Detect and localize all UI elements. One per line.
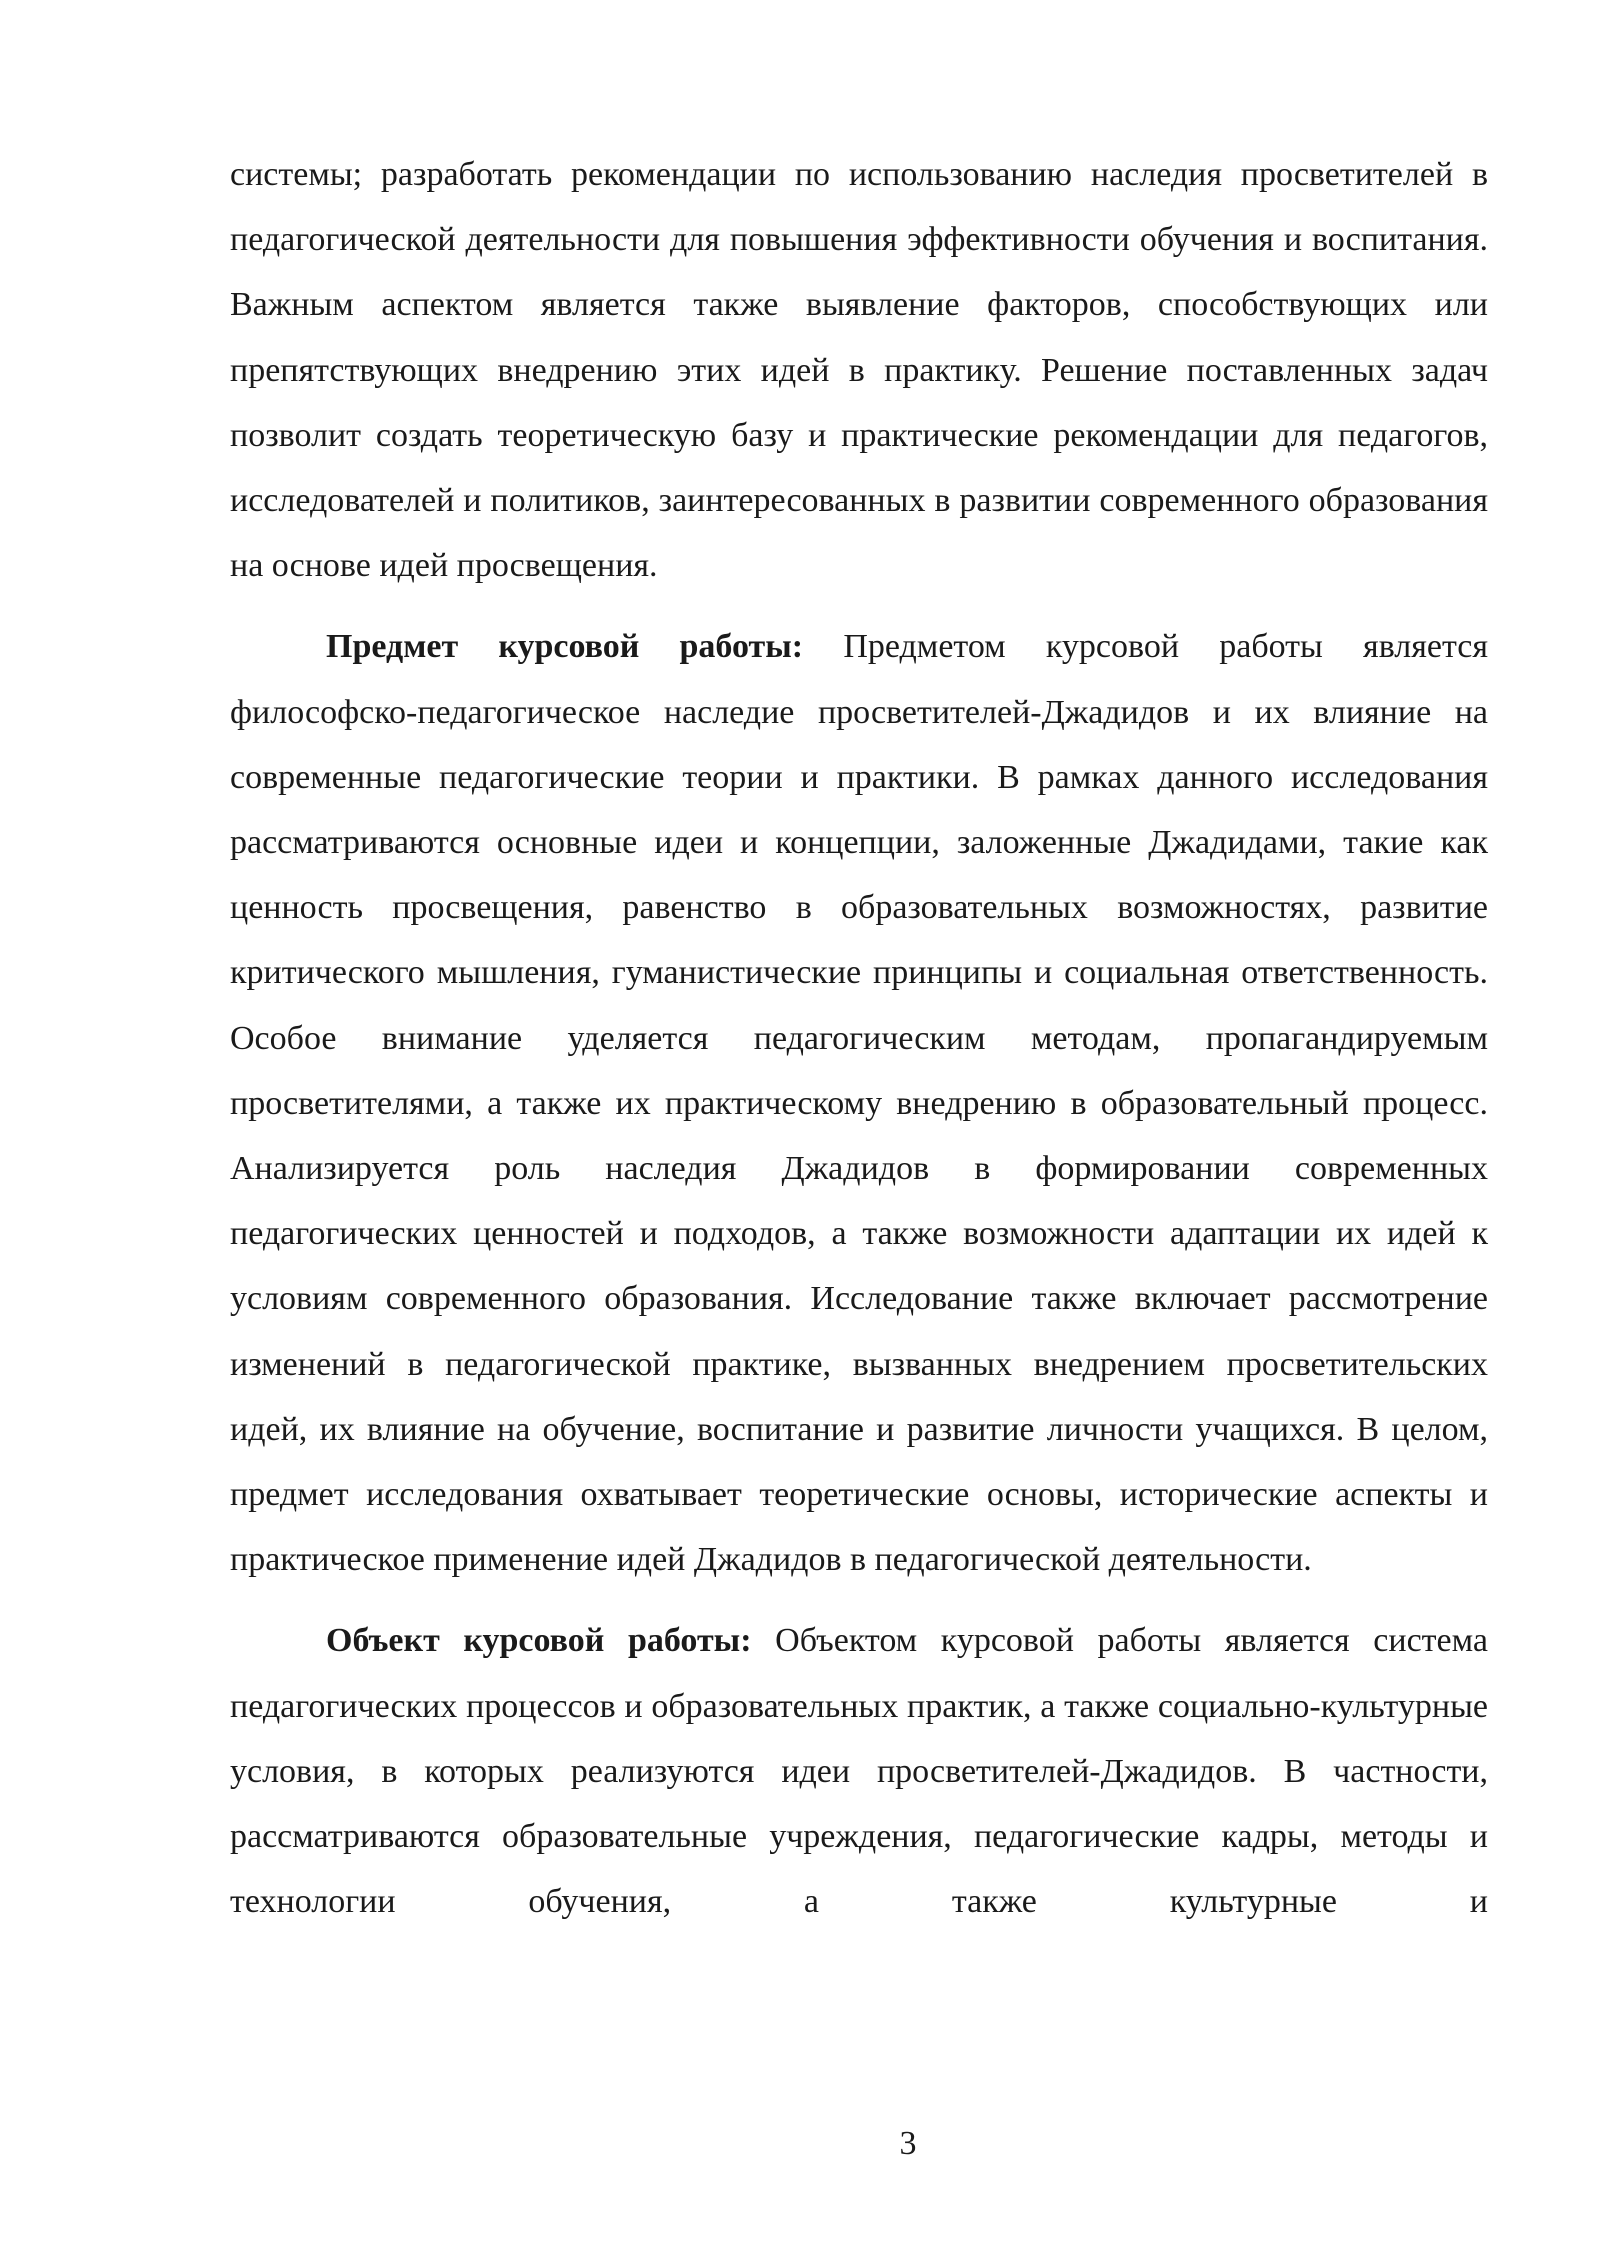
paragraph-subject bbox=[230, 614, 1488, 1592]
page-number: 3 bbox=[899, 2125, 917, 2162]
object-text: Объектом курсовой работы является система педагогических процессов и образовательных практик, а также социально-культурные условия, в которых реализуются идеи просветителей-Джадидов. В частности, рассматриваются образовательные учреждения, педагогические кадры, методы и технологии обучения, а также культурные и bbox=[230, 1622, 1488, 1921]
document-body bbox=[230, 142, 1488, 1934]
subject-text: Предметом курсовой работы является философско-педагогическое наследие просветителей-Джадидов и их влияние на современные педагогические теории и практики. В рамках данного исследования рассматриваются основные идеи и концепции, заложенные Джадидами, такие как ценность просвещения, равенство в образовательных возможностях, развитие критического мышления, гуманистические принципы и социальная ответственность. Особое внимание уделяется педагогическим методам, пропагандируемым просветителями, а также их практическому внедрению в образовательный процесс. Анализируется роль наследия Джадидов в формировании современных педагогических ценностей и подходов, а также возможности адаптации их идей к условиям современного образования. Исследование также включает рассмотрение изменений в педагогической практике, вызванных внедрением просветительских идей, их влияние на обучение, воспитание и развитие личности учащихся. В целом, предмет исследования охватывает теоретические основы, исторические аспекты и практическое применение идей Джадидов в педагогической деятельности. bbox=[230, 628, 1489, 1579]
object-heading: Объект курсовой работы: bbox=[326, 1622, 752, 1660]
paragraph-continued: системы; разработать рекомендации по использованию наследия просветителей в педагогической деятельности для повышения эффективности обучения и воспитания. Важным аспектом является также выявление факторов, способствующих или препятствующих внедрению этих идей в практику. Решение поставленных задач позволит создать теоретическую базу и практические рекомендации для педагогов, исследователей и политиков, заинтересованных в развитии современного образования на основе идей просвещения. bbox=[230, 156, 1488, 585]
subject-heading: Предмет курсовой работы: bbox=[326, 628, 804, 666]
paragraph-object bbox=[230, 1608, 1488, 1934]
